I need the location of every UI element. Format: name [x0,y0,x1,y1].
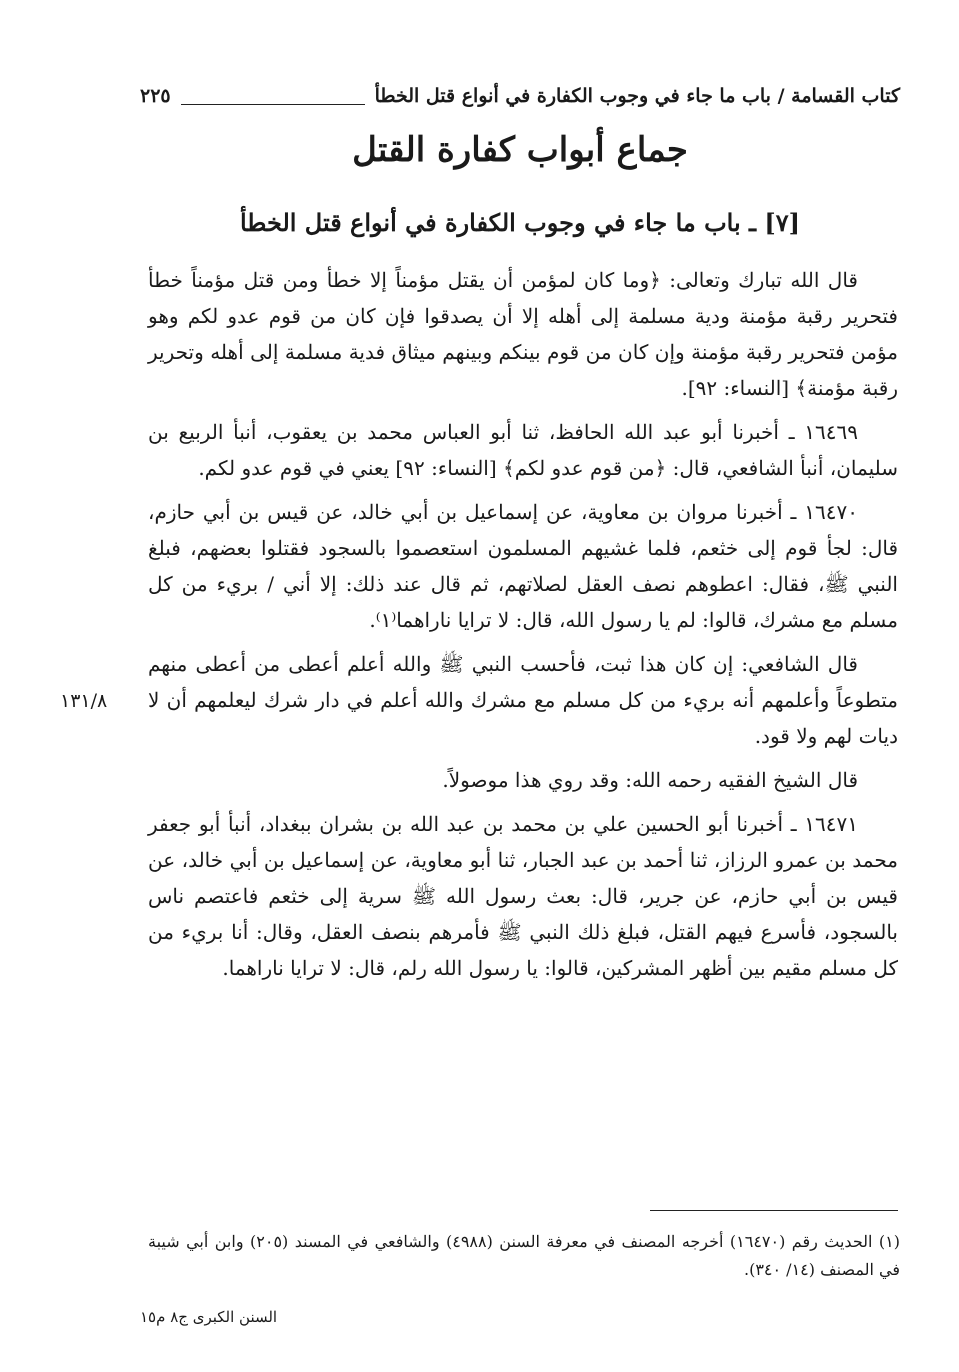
header-rule [181,104,365,105]
paragraph-shaykh-note: قال الشيخ الفقيه رحمه الله: وقد روي هذا موصولاً. [442,768,858,792]
paragraph-hadith-16469: ١٦٤٦٩ ـ أخبرنا أبو عبد الله الحافظ، ثنا أبو العباس محمد بن يعقوب، أنبأ الربيع بن سليمان، أنبأ الشافعي، قال: ﴿من قوم عدو لكم﴾ [النساء: ٩٢] يعني في قوم عدو لكم. [148,420,898,480]
footnote-rule [650,1210,898,1211]
chapter-title: [٧] ـ باب ما جاء في وجوب الكفارة في أنواع قتل الخطأ [239,208,801,237]
page-number: ٢٢٥ [140,85,171,107]
paragraph-hadith-16471: ١٦٤٧١ ـ أخبرنا أبو الحسين علي بن محمد بن عبد الله بن بشران ببغداد، أنبأ أبو جعفر محمد بن عمرو الرزاز، ثنا أحمد بن عبد الجبار، ثنا أبو معاوية، عن إسماعيل بن أبي خالد، عن قيس بن أبي حازم، عن جرير، قال: بعث رسول الله ﷺ سرية إلى خثعم فاعتصم ناس بالسجود، فأسرع فيهم القتل، فبلغ ذلك النبي ﷺ فأمرهم بنصف العقل، وقال: أنا بريء من كل مسلم مقيم بين أظهر المشركين، قالوا: يا رسول الله رلم، قال: لا ترايا ناراهما. [148,812,899,980]
running-title: كتاب القسامة / باب ما جاء في وجوب الكفارة في أنواع قتل الخطأ [374,85,900,107]
running-header [140,78,900,114]
main-title: جماع أبواب كفارة القتل [352,130,688,170]
paragraph-shafii-comment: قال الشافعي: إن كان هذا ثبت، فأحسب النبي ﷺ والله أعلم أعطى من أعطى منهم متطوعاً وأعلمهم أنه بريء من كل مسلم مع مشرك والله أعلم في دار شرك ليعلمهم أن لا ديات لهم ولا قود. [148,652,898,748]
paragraph-quran-verse: قال الله تبارك وتعالى: ﴿وما كان لمؤمن أن يقتل مؤمناً إلا خطأ ومن قتل مؤمناً خطأ فتحرير رقبة مؤمنة ودية مسلمة إلى أهله إلا أن يصدقوا فإن كان من قوم عدو لكم وهو مؤمن فتحرير رقبة مؤمنة وإن كان من قوم بينكم وبينهم ميثاق فدية مسلمة إلى أهله وتحرير رقبة مؤمنة﴾ [النساء: ٩٢]. [148,268,898,400]
margin-volume-page-note: ١٣١/٨ [60,690,108,712]
paragraph-hadith-16470: ١٦٤٧٠ ـ أخبرنا مروان بن معاوية، عن إسماعيل بن أبي خالد، عن قيس بن أبي حازم، قال: لجأ قوم إلى خثعم، فلما غشيهم المسلمون استعصموا بالسجود فقتلوا بعضهم، فبلغ النبي ﷺ، فقال: اعطوهم نصف العقل لصلاتهم، ثم قال عند ذلك: إلا أني / بريء من كل مسلم مع مشرك، قالوا: لم يا رسول الله، قال: لا ترايا ناراهما⁽١⁾. [148,500,898,632]
body-text [148,262,898,994]
printer-signature: السنن الكبرى ج٨ م١٥ [140,1308,278,1326]
footnotes [148,1228,900,1284]
footnote-1: (١) الحديث رقم (١٦٤٧٠) أخرجه المصنف في معرفة السنن (٤٩٨٨) والشافعي في المسند (٢٠٥) وابن أبي شيبة في المصنف (١٤/ ٣٤٠). [148,1232,900,1279]
